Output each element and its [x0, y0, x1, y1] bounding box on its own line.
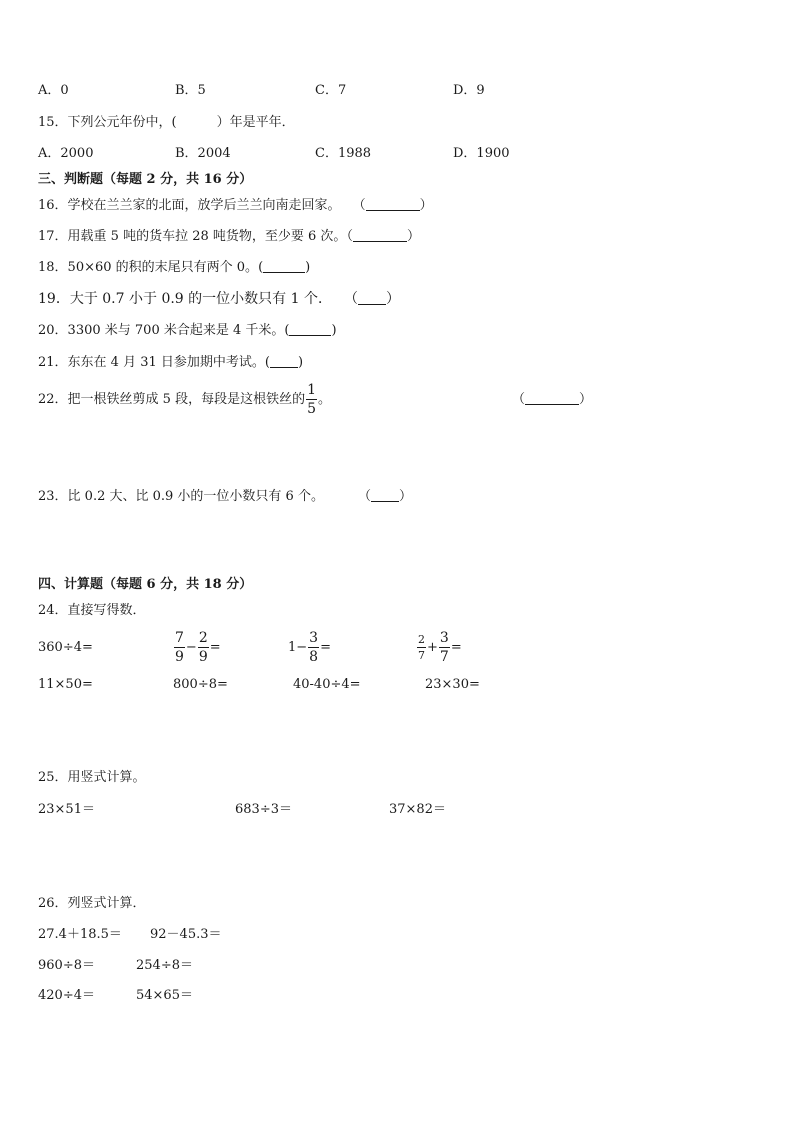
question-20: 20．3300 米与 700 米合起来是 4 千米。( )	[38, 323, 337, 338]
q25-item-2: 683÷3＝	[235, 802, 292, 817]
fraction: $\frac{2}{7}$	[418, 633, 425, 662]
answer-blank[interactable]	[525, 391, 579, 405]
q24-item-7: 40-40÷4=	[293, 677, 361, 692]
answer-blank[interactable]	[289, 322, 331, 336]
q24-item-6: 800÷8=	[173, 677, 228, 692]
fraction: $\frac{3}{8}$	[309, 630, 319, 665]
fraction: $\frac{7}{9}$	[175, 630, 184, 665]
question-text: 学校在兰兰家的北面，放学后兰兰向南走回家。	[67, 198, 341, 213]
question-text: 50×60 的积的末尾只有两个 0。	[67, 260, 259, 275]
section-title: 四、计算题	[38, 577, 104, 592]
q23-answer: （ ）	[358, 489, 413, 504]
question-23	[38, 488, 324, 506]
question-15	[38, 114, 295, 132]
q24-item-1: 360÷4=	[38, 640, 93, 655]
question-26-title: 26．列竖式计算．	[38, 896, 146, 911]
question-number: 21．	[38, 355, 68, 370]
question-text: 东东在 4 月 31 日参加期中考试。	[67, 355, 265, 370]
question-number: 16．	[38, 198, 68, 213]
question-text: 下列公元年份中，(	[67, 115, 177, 130]
q15-option-a: A．2000	[38, 146, 94, 161]
fraction-one-fifth: $\frac{1}{5}$	[307, 382, 317, 417]
q26-item-3: 960÷8＝	[38, 958, 95, 973]
question-22: 22．把一根铁丝剪成 5 段，每段是这根铁丝的 $\frac{1}{5}$ 。	[38, 382, 332, 417]
q25-item-1: 23×51＝	[38, 802, 95, 817]
q26-item-2: 92－45.3＝	[150, 927, 222, 942]
question-24-title: 24．直接写得数．	[38, 603, 146, 618]
answer-blank[interactable]	[353, 228, 407, 242]
question-18: 18．50×60 的积的末尾只有两个 0。( )	[38, 260, 311, 275]
section-3-heading	[38, 171, 252, 189]
section-note: （每题 2 分，共 16 分）	[103, 172, 253, 187]
answer-blank[interactable]	[358, 291, 386, 305]
question-number: 20．	[38, 323, 68, 338]
q22-answer: （ ）	[512, 392, 593, 407]
question-21: 21．东东在 4 月 31 日参加期中考试。( )	[38, 355, 304, 370]
q24-item-3: 1− $\frac{3}{8}$ =	[288, 630, 331, 665]
fraction: $\frac{3}{7}$	[439, 630, 449, 665]
question-text: 比 0.2 大、比 0.9 小的一位小数只有 6 个。	[67, 489, 324, 504]
q24-item-8: 23×30=	[425, 677, 480, 692]
answer-blank[interactable]	[270, 354, 298, 368]
q24-item-2: $\frac{7}{9}$ − $\frac{2}{9}$ =	[175, 630, 221, 665]
q24-item-5: 11×50=	[38, 677, 93, 692]
question-text: ）年是平年．	[216, 115, 295, 130]
question-16: 16．学校在兰兰家的北面，放学后兰兰向南走回家。 （ ）	[38, 198, 433, 213]
q26-item-6: 54×65＝	[136, 988, 193, 1003]
question-text: 大于 0.7 小于 0.9 的一位小数只有 1 个．	[69, 291, 332, 307]
q14-option-b: B．5	[175, 83, 206, 98]
q14-option-d: D．9	[453, 83, 485, 98]
question-number: 22．	[38, 392, 68, 407]
question-number: 17．	[38, 229, 68, 244]
q15-option-d: D．1900	[453, 146, 510, 161]
q24-item-4: $\frac{2}{7}$ + $\frac{3}{7}$ =	[418, 630, 462, 665]
question-text: 用载重 5 吨的货车拉 28 吨货物，至少要 6 次。	[67, 229, 347, 244]
q25-item-3: 37×82＝	[389, 802, 446, 817]
answer-blank[interactable]	[366, 197, 420, 211]
fraction: $\frac{2}{9}$	[198, 630, 208, 665]
q26-item-4: 254÷8＝	[136, 958, 193, 973]
section-note: （每题 6 分，共 18 分）	[103, 577, 253, 592]
question-25-title: 25．用竖式计算。	[38, 770, 146, 785]
q15-option-c: C．1988	[315, 146, 372, 161]
q14-option-a: A．0	[38, 83, 69, 98]
question-19: 19．大于 0.7 小于 0.9 的一位小数只有 1 个． （ ）	[38, 291, 400, 307]
answer-blank[interactable]	[263, 259, 305, 273]
question-number: 23．	[38, 489, 68, 504]
section-title: 三、判断题	[38, 172, 104, 187]
question-text: 3300 米与 700 米合起来是 4 千米。	[67, 323, 285, 338]
q26-item-5: 420÷4＝	[38, 988, 95, 1003]
question-17: 17．用载重 5 吨的货车拉 28 吨货物，至少要 6 次。（ ）	[38, 229, 420, 244]
question-number: 19．	[38, 291, 70, 307]
question-number: 15．	[38, 115, 68, 130]
section-4-heading	[38, 576, 252, 594]
q14-option-c: C．7	[315, 83, 347, 98]
answer-blank[interactable]	[371, 488, 399, 502]
q15-option-b: B．2004	[175, 146, 231, 161]
q26-item-1: 27.4＋18.5＝	[38, 927, 122, 942]
question-number: 18．	[38, 260, 68, 275]
question-text: 把一根铁丝剪成 5 段，每段是这根铁丝的	[67, 392, 306, 407]
